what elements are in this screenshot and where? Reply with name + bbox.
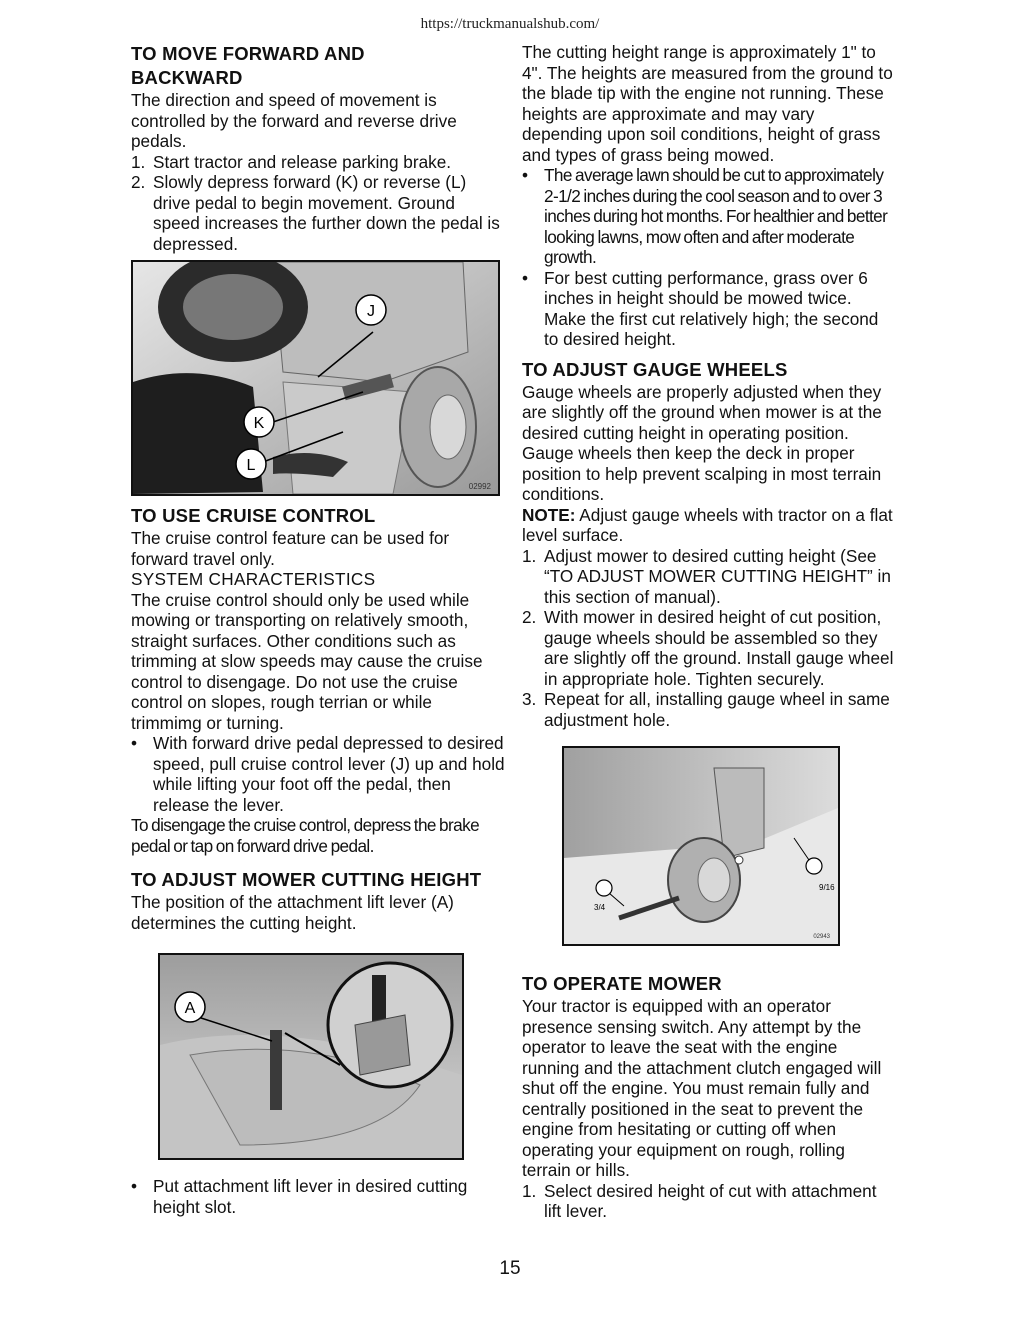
drive-pedals-illustration (133, 262, 498, 494)
source-url[interactable]: https://truckmanualshub.com/ (420, 16, 600, 32)
cruise-intro: The cruise control feature can be used for forward travel only. (131, 528, 450, 569)
cruise-body: The cruise control should only be used while mowing or transporting on relatively smooth, straight surfaces. Other conditions such as trimming at slow speeds may cause the cruise control to disengage. Do not use the cruise control on slopes, rough terrian or while trimmimg or turning. (131, 589, 483, 733)
move-intro: The direction and speed of movement is controlled by the forward and reverse drive pedals. (131, 90, 457, 151)
callout-l-label: L (246, 457, 256, 474)
cutting-range-text: The cutting height range is approximately 1" to 4". The heights are measured from the ground to the blade tip with the engine not running. These heights are approximate and may vary depending upon soil conditions, height of grass and types of grass being mowed. (522, 42, 893, 165)
lift-lever-illustration (160, 955, 462, 1158)
move-steps (131, 152, 506, 255)
step-number: 3. (522, 689, 537, 709)
gauge-heading: TO ADJUST GAUGE WHEELS (522, 358, 788, 380)
list-item (522, 607, 894, 689)
cruise-heading: TO USE CRUISE CONTROL (131, 505, 376, 526)
step-number: 2. (131, 172, 146, 192)
move-heading-line2: BACKWARD (131, 67, 243, 88)
page-number: 15 (499, 1258, 521, 1279)
callout-k-label: K (253, 415, 265, 432)
bullet-marker: • (131, 733, 138, 753)
step-text: With mower in desired height of cut position, gauge wheels should be assembled so they are slightly off the ground. Install gauge wheel in appropriate hole. Tighten securely. (544, 607, 894, 689)
list-item (522, 268, 894, 350)
gauge-note (522, 505, 894, 546)
cruise-bullets (131, 733, 506, 815)
note-label: NOTE: (522, 504, 576, 525)
lawn-tips (522, 165, 894, 350)
list-item (131, 733, 506, 815)
socket-size-small: 9/16 (819, 883, 835, 892)
list-item (131, 1176, 506, 1217)
gauge-intro: Gauge wheels are properly adjusted when they are slightly off the ground when mower is at the desired cutting height in operating position. Gauge wheels then keep the deck in proper position to help prevent scalping in most terrain conditions. (522, 381, 882, 504)
figure-code: 02992 (468, 482, 491, 491)
operate-steps (522, 1181, 894, 1222)
height-bullet-text: Put attachment lift lever in desired cutting height slot. (153, 1176, 468, 1217)
step-text: Slowly depress forward (K) or reverse (L) drive pedal to begin movement. Ground speed increases the further down the pedal is depressed. (153, 172, 500, 254)
list-item (522, 546, 894, 608)
gauge-wheel-figure (562, 746, 840, 946)
note-text: Adjust gauge wheels with tractor on a flat level surface. (522, 504, 893, 545)
list-item (131, 172, 506, 254)
figure-code: 02943 (813, 934, 830, 940)
list-item (522, 689, 894, 730)
left-column (131, 42, 506, 1217)
drive-pedals-figure (131, 260, 500, 496)
gauge-wheel-illustration (564, 748, 838, 944)
operate-heading: TO OPERATE MOWER (522, 973, 722, 994)
step-text: Select desired height of cut with attachment lift lever. (544, 1180, 877, 1221)
cruise-disengage: To disengage the cruise control, depress the brake pedal or tap on forward drive pedal. (131, 815, 480, 856)
height-bullets (131, 1176, 506, 1217)
callout-a-label: A (184, 1000, 196, 1017)
cruise-subheading: SYSTEM CHARACTERISTICS (131, 569, 376, 589)
bullet-marker: • (131, 1176, 138, 1196)
height-heading: TO ADJUST MOWER CUTTING HEIGHT (131, 869, 482, 890)
step-text: Start tractor and release parking brake. (153, 151, 452, 172)
height-intro: The position of the attachment lift lever (A) determines the cutting height. (131, 892, 454, 933)
step-text: Adjust mower to desired cutting height (See “TO ADJUST MOWER CUTTING HEIGHT” in this section of manual). (544, 545, 891, 607)
callout-j-label: J (367, 303, 375, 320)
right-column (522, 42, 894, 1222)
step-number: 1. (131, 151, 146, 172)
bullet-marker: • (522, 165, 529, 185)
lift-lever-figure (158, 953, 464, 1160)
step-text: Repeat for all, installing gauge wheel in same adjustment hole. (544, 689, 890, 730)
socket-size-large: 3/4 (594, 903, 606, 912)
bullet-marker: • (522, 267, 529, 288)
cruise-bullet-text: With forward drive pedal depressed to desired speed, pull cruise control lever (J) up and hold while lifting your foot off the pedal, then release the lever. (153, 733, 505, 815)
list-item (522, 1181, 894, 1222)
list-item (131, 152, 506, 173)
lawn-tip-text: For best cutting performance, grass over 6 inches in height should be mowed twice. Make the first cut relatively high; the second to desired height. (544, 267, 879, 349)
move-heading-line1: TO MOVE FORWARD AND (131, 43, 365, 64)
step-number: 2. (522, 607, 537, 627)
gauge-steps (522, 546, 894, 731)
list-item (522, 165, 894, 268)
step-number: 1. (522, 1180, 537, 1201)
operate-body: Your tractor is equipped with an operator presence sensing switch. Any attempt by the operator to leave the seat with the engine running and the attachment clutch engaged will shut off the engine. You must remain fully and centrally positioned in the seat to prevent the engine from hesitating or cutting off when operating your equipment on rough, rolling terrain or hills. (522, 996, 882, 1180)
lawn-tip-text: The average lawn should be cut to approximately 2-1/2 inches during the cool season and to over 3 inches during hot months. For healthier and better looking lawns, mow often and after moderate growth. (544, 165, 888, 267)
step-number: 1. (522, 545, 537, 566)
